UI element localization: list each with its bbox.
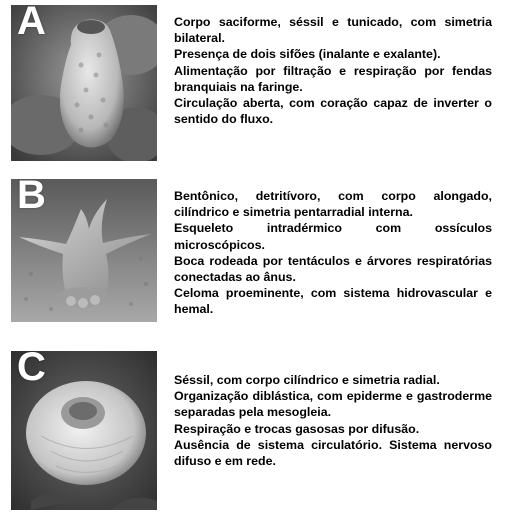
description-line: Alimentação por filtração e respiração por fendas branquiais na faringe. <box>174 63 492 94</box>
organism-row-b <box>0 179 508 322</box>
description-line: Esqueleto intradérmico com ossículos microscópicos. <box>174 221 492 252</box>
letter-label: B <box>17 179 46 217</box>
description-text <box>174 372 492 469</box>
description-line: Presença de dois sifões (inalante e exalante). <box>174 47 441 62</box>
description-line: Respiração e trocas gasosas por difusão. <box>174 421 420 436</box>
description-text <box>174 14 492 127</box>
letter-label: A <box>17 5 46 43</box>
description-line: Bentônico, detritívoro, com corpo alongado, cilíndrico e simetria pentarradial interna. <box>174 189 492 220</box>
letter-label: C <box>17 351 46 389</box>
description-line: Corpo saciforme, séssil e tunicado, com simetria bilateral. <box>174 15 492 46</box>
sea-cucumber-photo <box>11 179 157 322</box>
organism-row-a <box>0 5 508 161</box>
description-line: Organização diblástica, com epiderme e gastroderme separadas pela mesogleia. <box>174 389 492 420</box>
description-line: Ausência de sistema circulatório. Sistema nervoso difuso e em rede. <box>174 437 492 469</box>
description-line: Boca rodeada por tentáculos e árvores respiratórias conectadas ao ânus. <box>174 253 492 285</box>
organism-row-c <box>0 351 508 510</box>
sea-squirt-photo <box>11 5 157 161</box>
description-line: Circulação aberta, com coração capaz de inverter o sentido do fluxo. <box>174 96 492 127</box>
description-text <box>174 188 492 318</box>
description-line: Séssil, com corpo cilíndrico e simetria radial. <box>174 373 440 387</box>
description-line: Celoma proeminente, com sistema hidrovascular e hemal. <box>174 286 492 317</box>
sea-anemone-photo <box>11 351 157 510</box>
